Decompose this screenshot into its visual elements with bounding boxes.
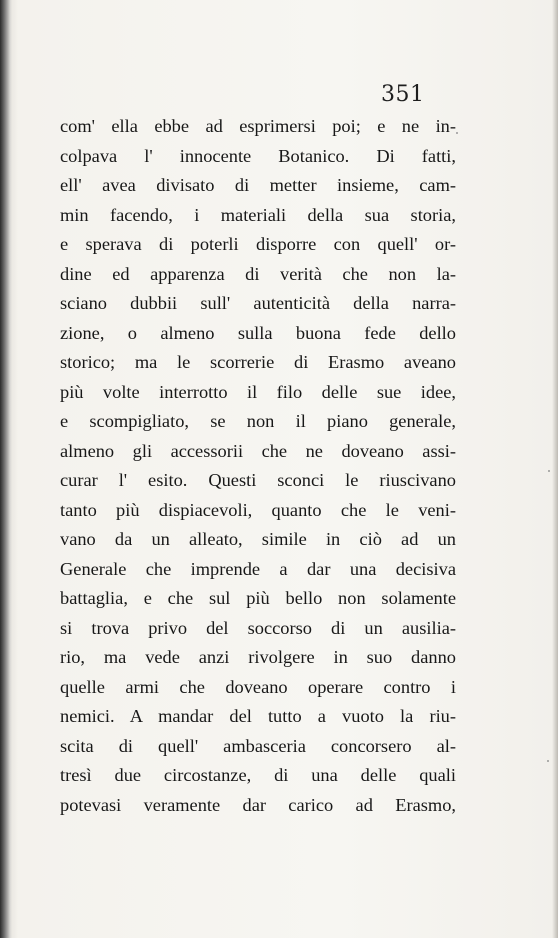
- page-edge: [552, 0, 558, 938]
- text-line: e sperava di poterli disporre con quell' or-: [60, 234, 456, 254]
- text-line: più volte interrotto il filo delle sue idee,: [60, 381, 456, 402]
- text-line: colpava l' innocente Botanico. Di fatti,: [60, 145, 456, 166]
- text-line: ell' avea divisato di metter insieme, cam-: [60, 175, 456, 195]
- text-line: tresì due circostanze, di una delle quali: [60, 765, 456, 785]
- binding-shadow: [0, 0, 12, 938]
- text-line: e scompigliato, se non il piano generale,: [60, 411, 456, 431]
- paper-speck: [456, 132, 458, 134]
- text-line: min facendo, i materiali della sua storia,: [60, 204, 456, 225]
- text-line: curar l' esito. Questi sconci le riuscivano: [60, 470, 456, 490]
- text-line: nemici. A mandar del tutto a vuoto la riu-: [60, 706, 456, 726]
- text-line: almeno gli accessorii che ne doveano assi-: [60, 440, 456, 461]
- text-line: sciano dubbii sull' autenticità della narra-: [60, 293, 456, 313]
- body-text: [60, 112, 456, 820]
- text-line: com' ella ebbe ad esprimersi poi; e ne in-: [60, 116, 456, 136]
- text-line: Generale che imprende a dar una decisiva: [60, 558, 456, 579]
- paper-speck: [547, 760, 549, 762]
- text-line: quelle armi che doveano operare contro i: [60, 676, 456, 697]
- text-line: storico; ma le scorrerie di Erasmo aveano: [60, 352, 456, 372]
- page-number: 351: [381, 82, 425, 107]
- text-line: zione, o almeno sulla buona fede dello: [60, 322, 456, 343]
- text-line: scita di quell' ambasceria concorsero al-: [60, 735, 456, 756]
- text-line: dine ed apparenza di verità che non la-: [60, 263, 456, 284]
- text-line: tanto più dispiacevoli, quanto che le veni-: [60, 499, 456, 520]
- text-line: vano da un alleato, simile in ciò ad un: [60, 529, 456, 549]
- text-line: potevasi veramente dar carico ad Erasmo,: [60, 794, 456, 815]
- text-line: rio, ma vede anzi rivolgere in suo danno: [60, 647, 456, 667]
- text-line: si trova privo del soccorso di un ausilia-: [60, 617, 456, 638]
- paper-speck: [548, 470, 550, 472]
- text-line: battaglia, e che sul più bello non solamente: [60, 588, 456, 608]
